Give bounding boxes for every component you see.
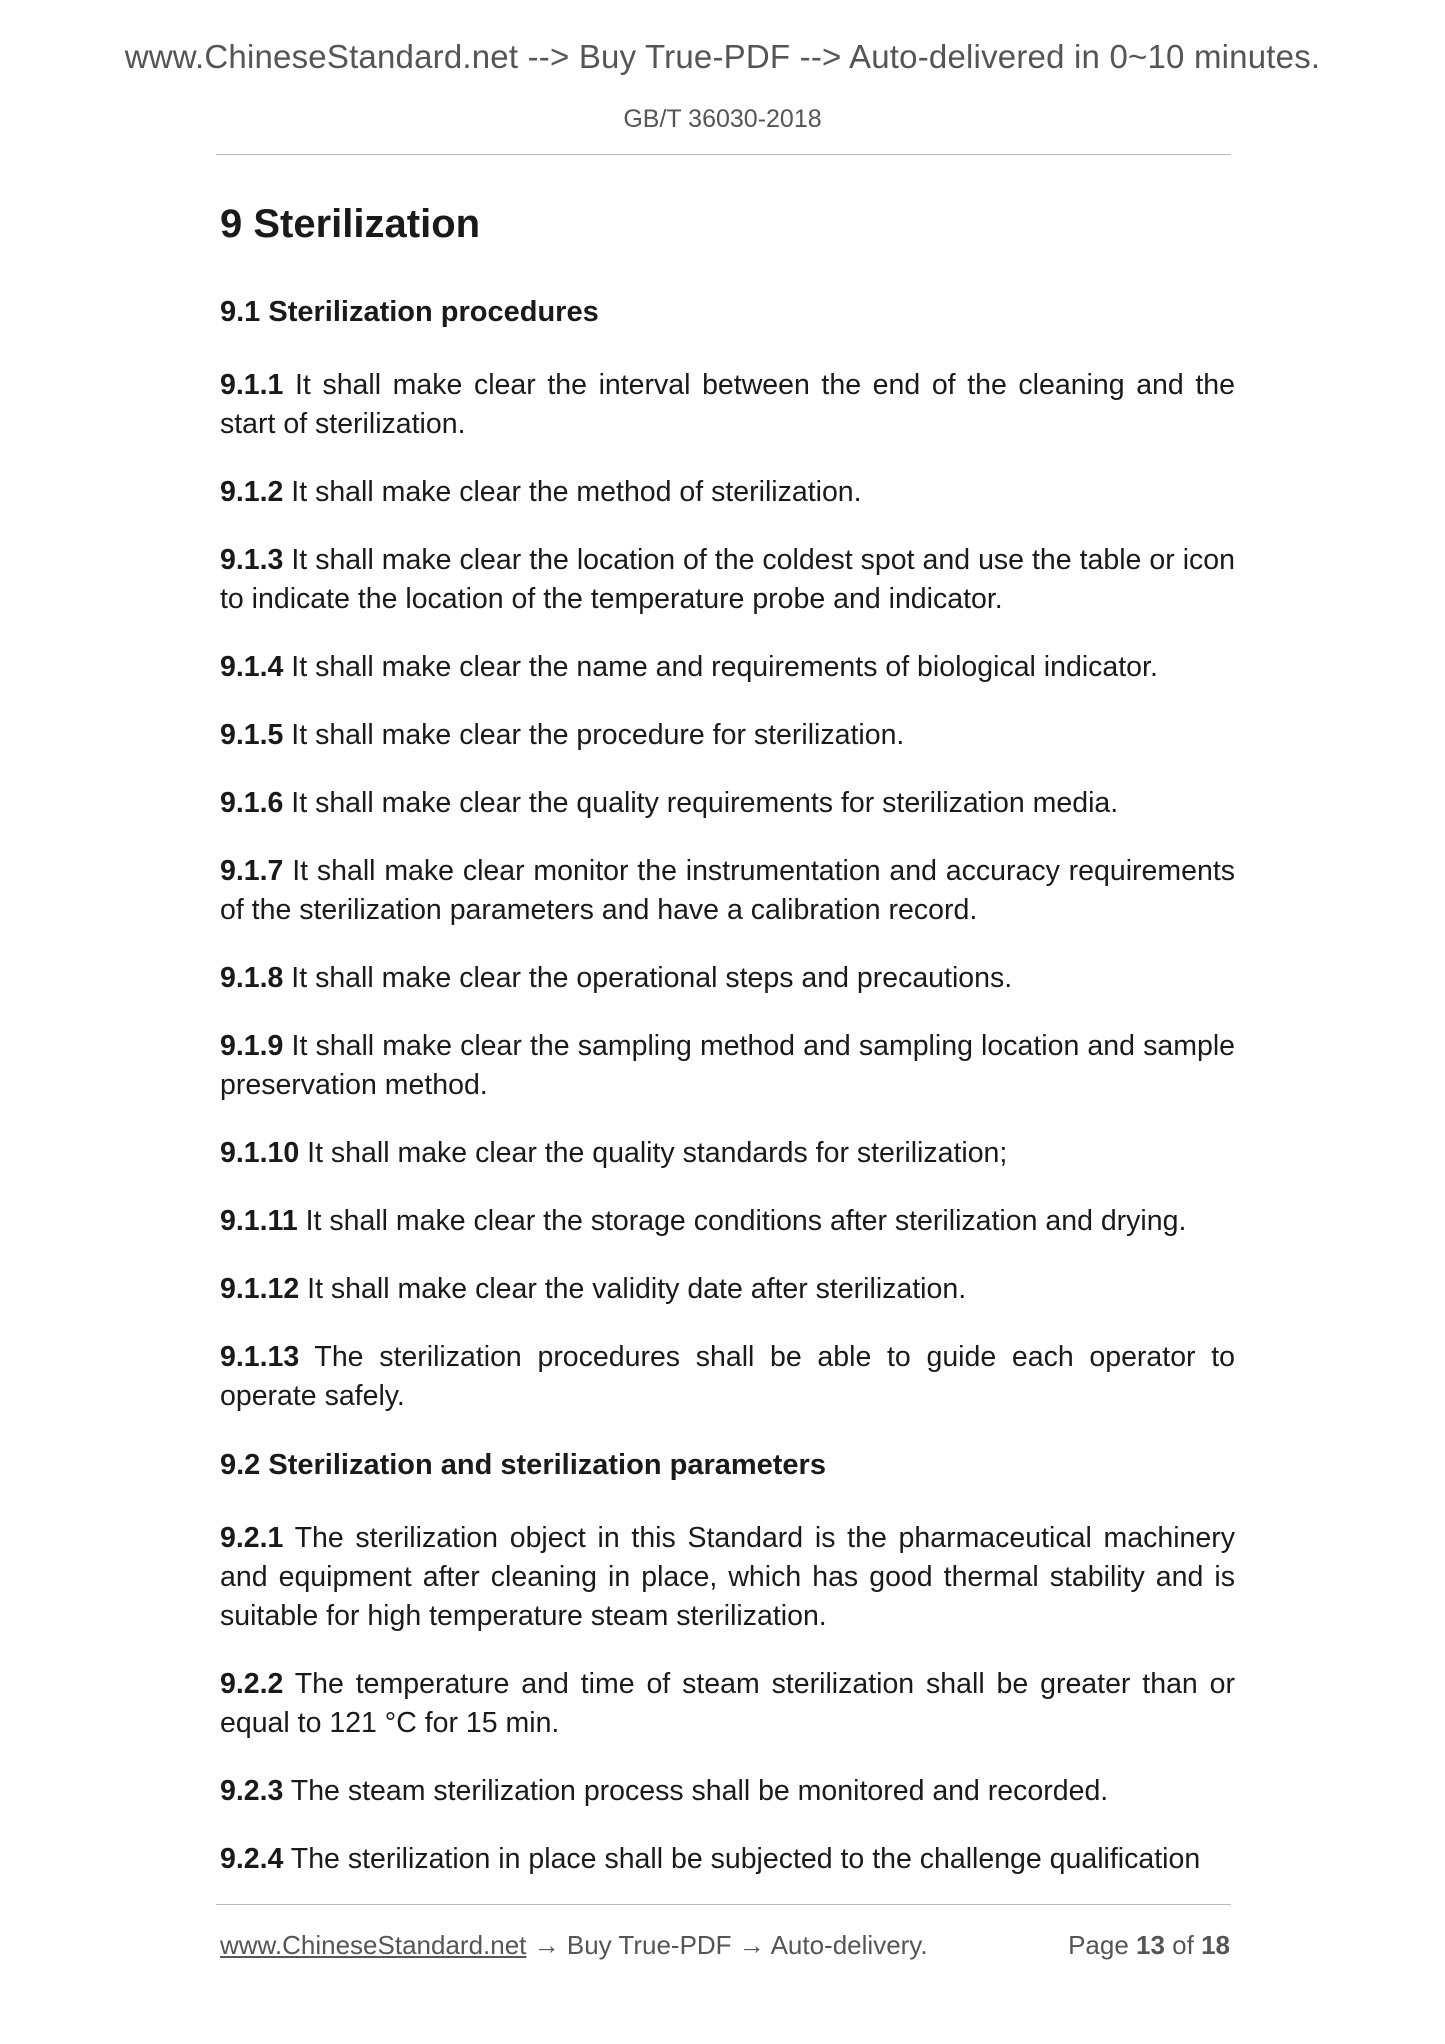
standard-code: GB/T 36030-2018	[623, 105, 822, 133]
clause-text: It shall make clear the method of sterilization.	[283, 476, 862, 508]
clause-number: 9.1.8	[220, 962, 284, 994]
clause-9-1-4	[220, 648, 1235, 687]
clause-number: 9.1.4	[220, 651, 284, 683]
clause-text: The sterilization in place shall be subjected to the challenge qualification	[283, 1843, 1201, 1875]
clause-number: 9.1.7	[220, 855, 284, 887]
clause-text: It shall make clear the procedure for sterilization.	[283, 719, 905, 751]
clause-number: 9.2.2	[220, 1668, 284, 1700]
clause-9-1-3	[220, 541, 1235, 619]
page-indicator	[1068, 1927, 1230, 1963]
clause-number: 9.1.5	[220, 719, 284, 751]
subsection-title-9-2: 9.2 Sterilization and sterilization parameters	[220, 1449, 826, 1481]
of-word: of	[1164, 1930, 1202, 1960]
footer-promo	[220, 1927, 928, 1963]
clause-text: It shall make clear the storage conditions after sterilization and drying.	[297, 1205, 1187, 1237]
clause-text: It shall make clear the sampling method and sampling location and sample preservation method.	[220, 1030, 1235, 1101]
clause-9-1-2	[220, 473, 1235, 512]
clause-9-1-10	[220, 1134, 1235, 1173]
clause-9-2-3	[220, 1772, 1235, 1811]
clause-number: 9.1.6	[220, 787, 284, 819]
clause-9-1-1	[220, 366, 1235, 444]
section-title: 9 Sterilization	[220, 202, 481, 246]
clause-number: 9.1.12	[220, 1273, 300, 1305]
clause-9-1-5	[220, 716, 1235, 755]
clause-9-1-8	[220, 959, 1235, 998]
clause-9-1-9	[220, 1027, 1235, 1105]
clause-text: It shall make clear the operational steps and precautions.	[283, 962, 1013, 994]
clause-number: 9.1.11	[220, 1205, 298, 1237]
clause-9-1-6	[220, 784, 1235, 823]
footer-site-link[interactable]: www.ChineseStandard.net	[220, 1930, 527, 1960]
clause-text: The sterilization object in this Standard is the pharmaceutical machinery and equipment after cleaning in place, which has good thermal stability and is suitable for high temperature steam sterilization.	[220, 1522, 1235, 1632]
clause-text: It shall make clear the validity date after sterilization.	[299, 1273, 967, 1305]
clause-number: 9.1.3	[220, 544, 284, 576]
header-divider	[216, 154, 1231, 155]
clause-text: It shall make clear the location of the coldest spot and use the table or icon to indicate the location of the temperature probe and indicator.	[220, 544, 1235, 615]
clause-text: It shall make clear the quality standards for sterilization;	[299, 1137, 1008, 1169]
clause-9-2-2	[220, 1665, 1235, 1743]
footer-divider	[216, 1904, 1231, 1905]
clause-text: It shall make clear the interval between the end of the cleaning and the start of sterilization.	[220, 369, 1235, 440]
clause-number: 9.2.4	[220, 1843, 284, 1875]
current-page-number: 13	[1136, 1930, 1165, 1960]
clause-text: The temperature and time of steam sterilization shall be greater than or equal to 121 °C for 15 min.	[220, 1668, 1235, 1739]
clause-text: It shall make clear the name and requirements of biological indicator.	[283, 651, 1158, 683]
page-word: Page	[1068, 1930, 1137, 1960]
clause-number: 9.1.10	[220, 1137, 300, 1169]
document-body	[220, 196, 1235, 1908]
clause-number: 9.2.1	[220, 1522, 284, 1554]
clause-number: 9.2.3	[220, 1775, 284, 1807]
footer-tagline: → Buy True-PDF → Auto-delivery.	[526, 1930, 928, 1960]
clause-9-1-13	[220, 1338, 1235, 1416]
top-banner: www.ChineseStandard.net --> Buy True-PDF --> Auto-delivered in 0~10 minutes.	[124, 38, 1321, 75]
clause-9-1-7	[220, 852, 1235, 930]
clause-9-1-12	[220, 1270, 1235, 1309]
clause-text: It shall make clear monitor the instrumentation and accuracy requirements of the sterilization parameters and have a calibration record.	[220, 855, 1235, 926]
clause-text: It shall make clear the quality requirements for sterilization media.	[283, 787, 1119, 819]
clause-text: The steam sterilization process shall be monitored and recorded.	[283, 1775, 1109, 1807]
total-pages-number: 18	[1201, 1930, 1230, 1960]
clause-text: The sterilization procedures shall be able to guide each operator to operate safely.	[220, 1341, 1235, 1412]
clause-9-1-11	[220, 1202, 1235, 1241]
clause-number: 9.1.13	[220, 1341, 300, 1373]
clause-9-2-1	[220, 1519, 1235, 1636]
clause-number: 9.1.1	[220, 369, 284, 401]
clause-9-2-4	[220, 1840, 1235, 1879]
subsection-title-9-1: 9.1 Sterilization procedures	[220, 296, 599, 328]
clause-number: 9.1.2	[220, 476, 284, 508]
clause-number: 9.1.9	[220, 1030, 284, 1062]
